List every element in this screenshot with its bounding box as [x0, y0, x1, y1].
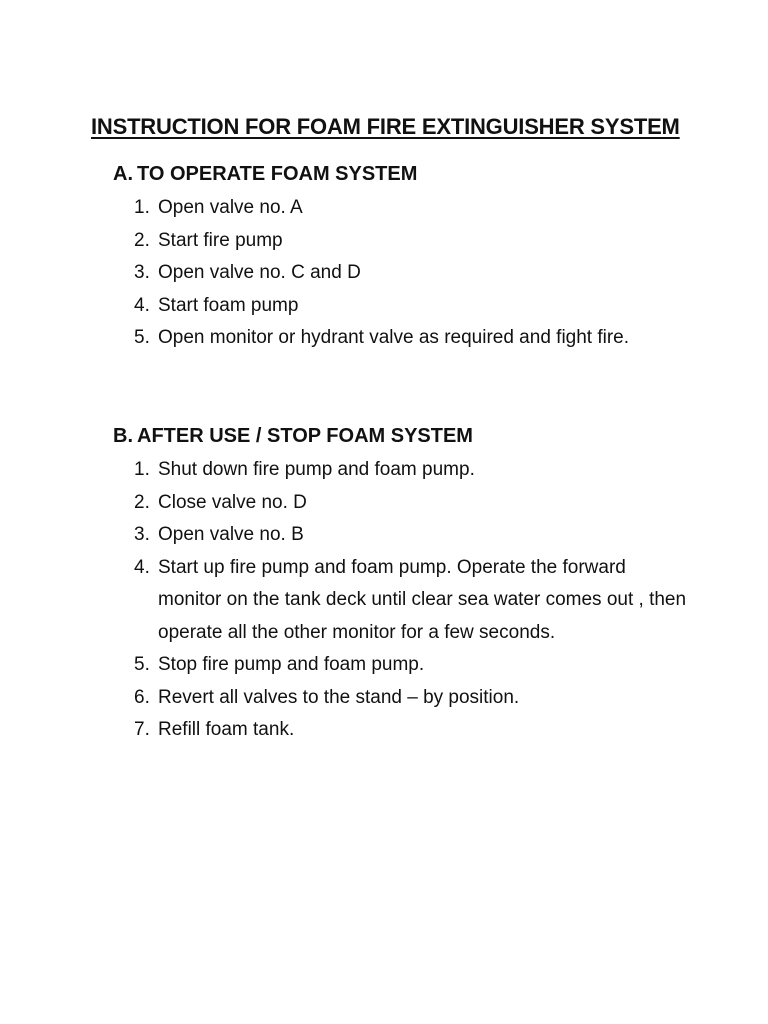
- step-text: Close valve no. D: [158, 491, 307, 513]
- section-stop-foam-system: [0, 422, 768, 747]
- step-text: Start fire pump: [158, 229, 283, 251]
- step-number: 2.: [134, 491, 150, 513]
- step-number: 6.: [134, 686, 150, 708]
- section-heading-text: TO OPERATE FOAM SYSTEM: [137, 163, 418, 185]
- step-number: 3.: [134, 524, 150, 545]
- step-list: [0, 454, 768, 747]
- step-item: [0, 649, 768, 682]
- section-letter: A.: [113, 163, 133, 185]
- step-item: [0, 519, 768, 552]
- step-number: 3.: [134, 262, 150, 283]
- step-text: Start foam pump: [158, 294, 299, 316]
- step-list: [0, 192, 768, 355]
- section-heading-text: AFTER USE / STOP FOAM SYSTEM: [137, 425, 473, 447]
- document-title: INSTRUCTION FOR FOAM FIRE EXTINGUISHER SYSTEM: [91, 114, 680, 139]
- step-text: Open monitor or hydrant valve as required and fight fire.: [158, 327, 630, 348]
- step-item: [0, 552, 768, 650]
- step-item: [0, 682, 768, 715]
- step-text: Open valve no. B: [158, 524, 304, 545]
- step-number: 4.: [134, 294, 150, 316]
- step-text: Revert all valves to the stand – by position.: [158, 686, 520, 708]
- step-number: 1.: [134, 197, 150, 218]
- step-item: [0, 225, 768, 258]
- step-item: [0, 290, 768, 323]
- section-operate-foam-system: [0, 160, 768, 355]
- step-text: Refill foam tank.: [158, 719, 295, 740]
- step-text: Stop fire pump and foam pump.: [158, 654, 425, 675]
- step-text: Open valve no. A: [158, 197, 303, 218]
- step-item: [0, 487, 768, 520]
- step-number: 4.: [134, 556, 150, 578]
- step-number: 5.: [134, 327, 150, 348]
- step-number: 2.: [134, 229, 150, 251]
- section-heading: [0, 422, 768, 450]
- step-item: [0, 257, 768, 290]
- step-text: Shut down fire pump and foam pump.: [158, 459, 475, 480]
- section-heading: [0, 160, 768, 188]
- step-number: 7.: [134, 719, 150, 740]
- step-item: [0, 454, 768, 487]
- step-item: [0, 192, 768, 225]
- step-item: [0, 322, 768, 355]
- step-text: Open valve no. C and D: [158, 262, 361, 283]
- section-letter: B.: [113, 425, 133, 447]
- step-item: [0, 714, 768, 747]
- step-number: 5.: [134, 654, 150, 675]
- step-number: 1.: [134, 459, 150, 480]
- step-text: Start up fire pump and foam pump. Operate the forward monitor on the tank deck until clear sea water comes out , then operate all the other monitor for a few seconds.: [158, 556, 687, 643]
